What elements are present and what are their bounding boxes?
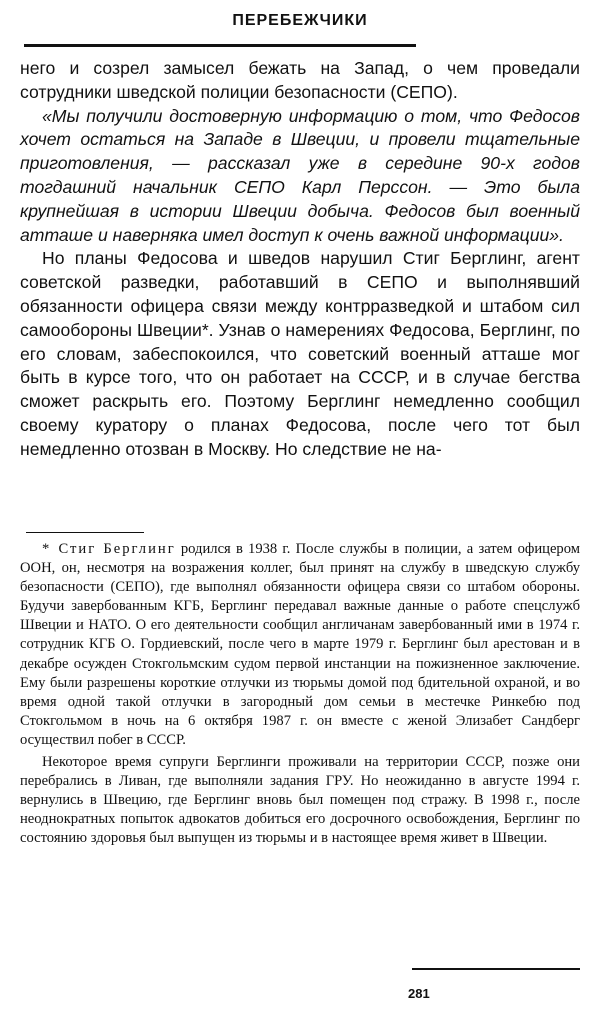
running-header: ПЕРЕБЕЖЧИКИ (232, 12, 368, 29)
body-paragraph-1: него и созрел замысел бежать на Запад, о чем проведали сотрудники шведской полиции безопасности (СЕПО). (20, 58, 580, 102)
footnote-separator (26, 532, 144, 533)
footnote-1-marker: * Стиг Берглинг (42, 541, 176, 557)
header-rule (24, 44, 416, 47)
page-footer-rule (412, 968, 580, 970)
footnotes (20, 540, 580, 849)
footnote-1 (20, 540, 580, 750)
body-paragraph-3: Но планы Федосова и шведов нарушил Стиг Берглинг, агент советской разведки, работавший в СЕПО и выполнявший обязанности офицера связи между контрразведкой и штабом сил самообороны Швеции*. Узнав о намерениях Федосова, Берглинг, по его словам, забеспокоился, что советский военный атташе мог быть в курсе того, что он работает на СССР, и в случае бегства сможет раскрыть его. Поэтому Берглинг немедленно сообщил своему куратору о планах Федосова, после чего тот был немедленно отозван в Москву. Но следствие не на- (20, 248, 580, 459)
body-text (20, 57, 580, 462)
body-paragraph-2-quote: «Мы получили достоверную информацию о том, что Федосов хочет остаться на Западе в Швеции, и провели тщательные приготовления, — рассказал уже в середине 90-х годов тогдашний начальник СЕПО Карл Перссон. — Это была крупнейшая в истории Швеции добыча. Федосов был военный атташе и наверняка имел доступ к очень важной информации». (20, 105, 580, 245)
footnote-2: Некоторое время супруги Берглинги проживали на территории СССР, позже они перебрались в Ливан, где выполняли задания ГРУ. Но неожиданно в августе 1994 г. вернулись в Швецию, где Берглинг вновь был помещен под стражу. В 1998 г., после неоднократных попыток адвокатов добиться его досрочного освобождения, Берглинг по состоянию здоровья был выпущен из тюрьмы и в настоящее время живет в Швеции. (20, 754, 580, 847)
footnote-1-text: родился в 1938 г. После службы в полиции, а затем офицером ООН, он, несмотря на возражения коллег, был принят на службу в шведскую службу безопасности (СЕПО), где выполнял обязанности офицера связи со штабом обороны. Будучи завербованным КГБ, Берглинг передавал важные данные о работе спецслужб Швеции и НАТО. О его деятельности сообщил англичанам завербованный ими в 1974 г. сотрудник КГБ О. Гордиевский, после чего в марте 1979 г. Берглинг был арестован и в декабре осужден Стокгольмским судом первой инстанции на пожизненное заключение. Ему были разрешены короткие отлучки из тюрьмы домой под бдительной охраной, и во время одной такой отлучки в загородный дом семьи в местечке Ринкебю под Стокгольмом в ночь на 6 октября 1987 г. он вместе с женой Элизабет Сандберг осуществил побег в СССР. (20, 541, 580, 748)
page-number: 281 (408, 986, 430, 1001)
